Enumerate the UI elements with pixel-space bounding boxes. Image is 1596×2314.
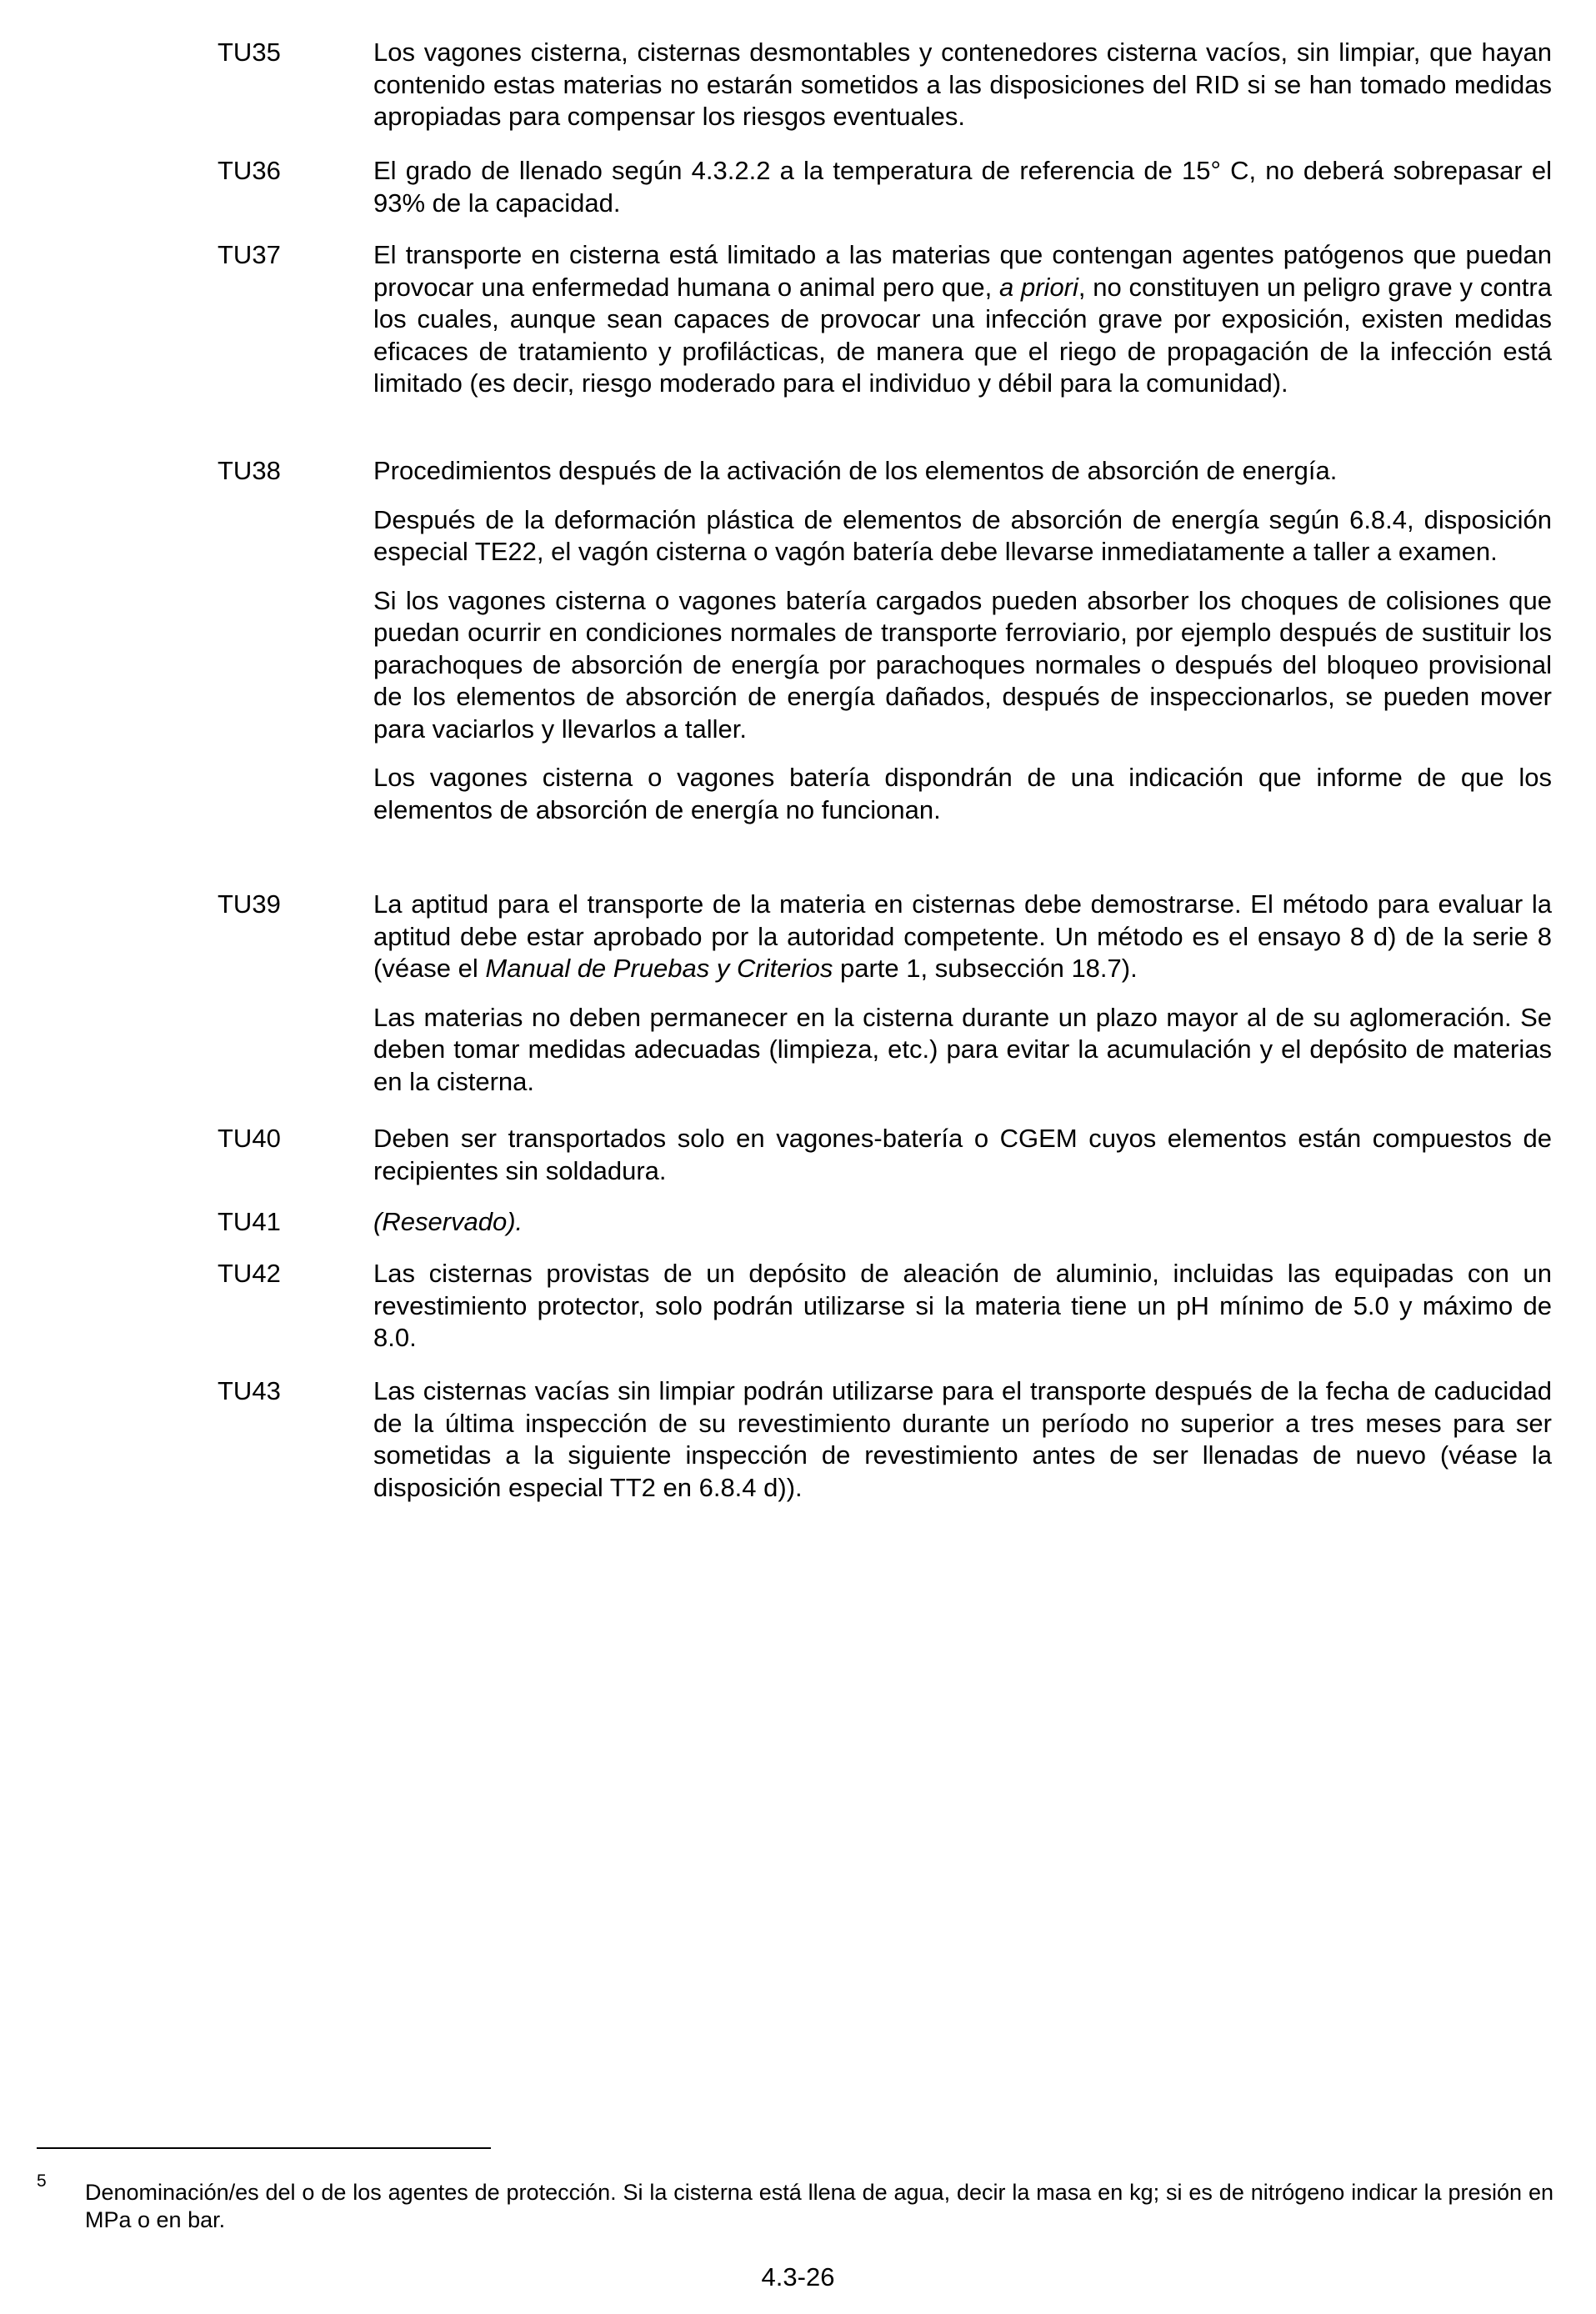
text-run: , no constituyen un peligro grave y contra los cuales, aunque sean capaces de provocar una infección grave por exposición, existen medidas eficaces de tratamiento y profilácticas, de manera que el riego de propagación de la infección está limitado (es decir, riesgo moderado para el individuo y débil para la comunidad). bbox=[373, 272, 1552, 398]
provision-body bbox=[373, 1123, 1552, 1187]
paragraph: Las cisternas provistas de un depósito de aleación de aluminio, incluidas las equipadas con un revestimiento protector, solo podrán utilizarse si la materia tiene un pH mínimo de 5.0 y máximo de 8.0. bbox=[373, 1259, 1552, 1352]
provision-body bbox=[373, 1375, 1552, 1504]
reserved-note: (Reservado). bbox=[373, 1207, 523, 1236]
paragraph: Los vagones cisterna, cisternas desmontables y contenedores cisterna vacíos, sin limpiar, que hayan contenido estas materias no estarán sometidos a las disposiciones del RID si se han tomado medidas apropiadas para compensar los riesgos eventuales. bbox=[373, 38, 1552, 131]
provision-code: TU40 bbox=[218, 1124, 281, 1153]
provision-body bbox=[373, 155, 1552, 219]
paragraph bbox=[373, 1206, 1552, 1239]
provision-body bbox=[373, 37, 1552, 133]
provision-code: TU36 bbox=[218, 156, 281, 185]
provision-body bbox=[373, 239, 1552, 400]
paragraph bbox=[373, 889, 1552, 985]
paragraph: Las cisternas vacías sin limpiar podrán utilizarse para el transporte después de la fecha de caducidad de la última inspección de su revestimiento durante un período no superior a tres meses para ser sometidas a la siguiente inspección de revestimiento antes de ser llenadas de nuevo (véase la disposición especial TT2 en 6.8.4 d)). bbox=[373, 1376, 1552, 1502]
paragraph: Si los vagones cisterna o vagones batería cargados pueden absorber los choques de colisiones que puedan ocurrir en condiciones normales de transporte ferroviario, por ejemplo después de sustituir los parachoques de absorción de energía por parachoques normales o después del bloqueo provisional de los elementos de absorción de energía dañados, después de inspeccionarlos, se pueden mover para vaciarlos y llevarlos a taller. bbox=[373, 585, 1552, 744]
italic-term: a priori bbox=[998, 272, 1078, 302]
text-run: El transporte en cisterna está limitado a las materias que contengan agentes patógenos que puedan provocar una enfermedad humana o animal pero que, bbox=[373, 240, 1552, 302]
provision-code: TU39 bbox=[218, 889, 281, 919]
footnote-text: Denominación/es del o de los agentes de protección. Si la cisterna está llena de agua, decir la masa en kg; si es de nitrógeno indicar la presión en MPa o en bar. bbox=[85, 2180, 1553, 2232]
provision-body bbox=[373, 1206, 1552, 1239]
paragraph bbox=[373, 239, 1552, 400]
paragraph: Después de la deformación plástica de elementos de absorción de energía según 6.8.4, disposición especial TE22, el vagón cisterna o vagón batería debe llevarse inmediatamente a taller a examen. bbox=[373, 504, 1552, 566]
paragraph: Deben ser transportados solo en vagones-batería o CGEM cuyos elementos están compuestos de recipientes sin soldadura. bbox=[373, 1124, 1552, 1185]
paragraph: El grado de llenado según 4.3.2.2 a la temperatura de referencia de 15° C, no deberá sobrepasar el 93% de la capacidad. bbox=[373, 156, 1552, 218]
provision-body bbox=[373, 1258, 1552, 1355]
paragraph: Los vagones cisterna o vagones batería dispondrán de una indicación que informe de que los elementos de absorción de energía no funcionan. bbox=[373, 763, 1552, 824]
provision-body bbox=[373, 455, 1552, 826]
text-run: parte 1, subsección 18.7). bbox=[833, 954, 1138, 983]
provision-code: TU41 bbox=[218, 1207, 281, 1236]
paragraph: Las materias no deben permanecer en la cisterna durante un plazo mayor al de su aglomeración. Se deben tomar medidas adecuadas (limpieza, etc.) para evitar la acumulación y el depósito de materias en la cisterna. bbox=[373, 1002, 1552, 1096]
provision-code: TU43 bbox=[218, 1376, 281, 1405]
page-number: 4.3-26 bbox=[761, 2262, 835, 2291]
provision-body bbox=[373, 889, 1552, 1098]
provision-code: TU35 bbox=[218, 38, 281, 67]
footnote-mark: 5 bbox=[37, 2171, 47, 2191]
footnote-separator bbox=[37, 2147, 491, 2149]
provision-code: TU37 bbox=[218, 240, 281, 269]
paragraph: Procedimientos después de la activación de los elementos de absorción de energía. bbox=[373, 456, 1338, 485]
text-run: La aptitud para el transporte de la materia en cisternas debe demostrarse. El método para evaluar la aptitud debe estar aprobado por la autoridad competente. Un método es el ensayo 8 d) de la serie 8 (véase el bbox=[373, 889, 1552, 983]
provision-code: TU38 bbox=[218, 456, 281, 485]
provision-code: TU42 bbox=[218, 1259, 281, 1288]
italic-title: Manual de Pruebas y Criterios bbox=[485, 954, 833, 983]
